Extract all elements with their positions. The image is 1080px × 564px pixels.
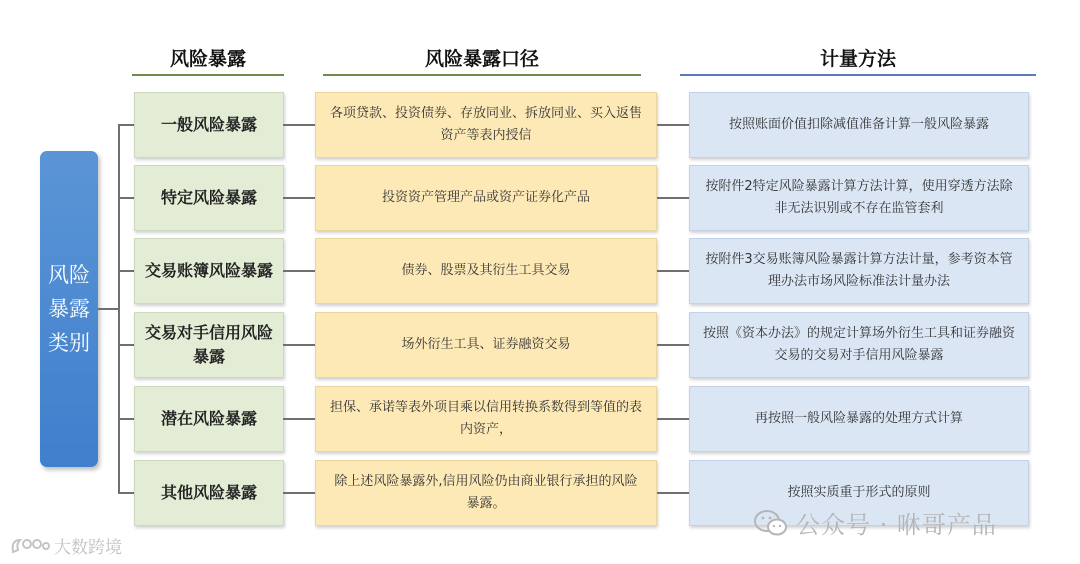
method-box: 按附件2特定风险暴露计算方法计算，使用穿透方法除非无法识别或不存在监管套利 (689, 165, 1029, 231)
root-connector (98, 308, 118, 310)
category-box: 交易账簿风险暴露 (134, 238, 284, 304)
diagram-row (0, 165, 1080, 231)
method-box: 按附件3交易账簿风险暴露计算方法计量，参考资本管理办法市场风险标准法计量办法 (689, 238, 1029, 304)
method-box: 再按照一般风险暴露的处理方式计算 (689, 386, 1029, 452)
wechat-icon (754, 509, 788, 537)
branch-connector (118, 344, 134, 346)
row-connector (657, 344, 689, 346)
row-connector (283, 270, 315, 272)
watermark-left (10, 533, 122, 558)
category-box: 特定风险暴露 (134, 165, 284, 231)
row-connector (283, 418, 315, 420)
header-method-underline (680, 74, 1036, 76)
category-box: 其他风险暴露 (134, 460, 284, 526)
row-connector (283, 124, 315, 126)
category-box: 一般风险暴露 (134, 92, 284, 158)
branch-connector (118, 124, 134, 126)
row-connector (657, 124, 689, 126)
diagram-row (0, 92, 1080, 158)
branch-connector (118, 418, 134, 420)
header-category (132, 44, 284, 76)
diagram-row (0, 238, 1080, 304)
logo-icon (10, 536, 50, 556)
header-method-label: 计量方法 (819, 48, 896, 70)
header-caliber (323, 44, 641, 76)
header-method (680, 44, 1036, 76)
row-connector (283, 344, 315, 346)
category-box: 交易对手信用风险暴露 (134, 312, 284, 378)
caliber-box: 债券、股票及其衍生工具交易 (315, 238, 657, 304)
method-box: 按照《资本办法》的规定计算场外衍生工具和证券融资交易的交易对手信用风险暴露 (689, 312, 1029, 378)
branch-connector (118, 270, 134, 272)
row-connector (657, 270, 689, 272)
header-caliber-label: 风险暴露口径 (424, 48, 539, 70)
watermark-right-text: 公众号 · 咻哥产品 (796, 511, 997, 539)
category-box: 潜在风险暴露 (134, 386, 284, 452)
caliber-box: 各项贷款、投资债券、存放同业、拆放同业、买入返售资产等表内授信 (315, 92, 657, 158)
method-box: 按照账面价值扣除减值准备计算一般风险暴露 (689, 92, 1029, 158)
row-connector (283, 492, 315, 494)
caliber-box: 除上述风险暴露外,信用风险仍由商业银行承担的风险暴露。 (315, 460, 657, 526)
header-category-underline (132, 74, 284, 76)
branch-connector (118, 492, 134, 494)
branch-connector (118, 197, 134, 199)
root-label: 风险暴露类别 (48, 263, 90, 355)
diagram-row (0, 386, 1080, 452)
row-connector (657, 492, 689, 494)
watermark-right (754, 505, 997, 540)
row-connector (657, 418, 689, 420)
header-category-label: 风险暴露 (169, 48, 246, 70)
caliber-box: 场外衍生工具、证券融资交易 (315, 312, 657, 378)
caliber-box: 投资资产管理产品或资产证券化产品 (315, 165, 657, 231)
watermark-left-text: 大数跨境 (54, 538, 122, 558)
caliber-box: 担保、承诺等表外项目乘以信用转换系数得到等值的表内资产， (315, 386, 657, 452)
header-caliber-underline (323, 74, 641, 76)
method-box: 按照实质重于形式的原则 (689, 460, 1029, 526)
diagram-row (0, 312, 1080, 378)
row-connector (283, 197, 315, 199)
row-connector (657, 197, 689, 199)
